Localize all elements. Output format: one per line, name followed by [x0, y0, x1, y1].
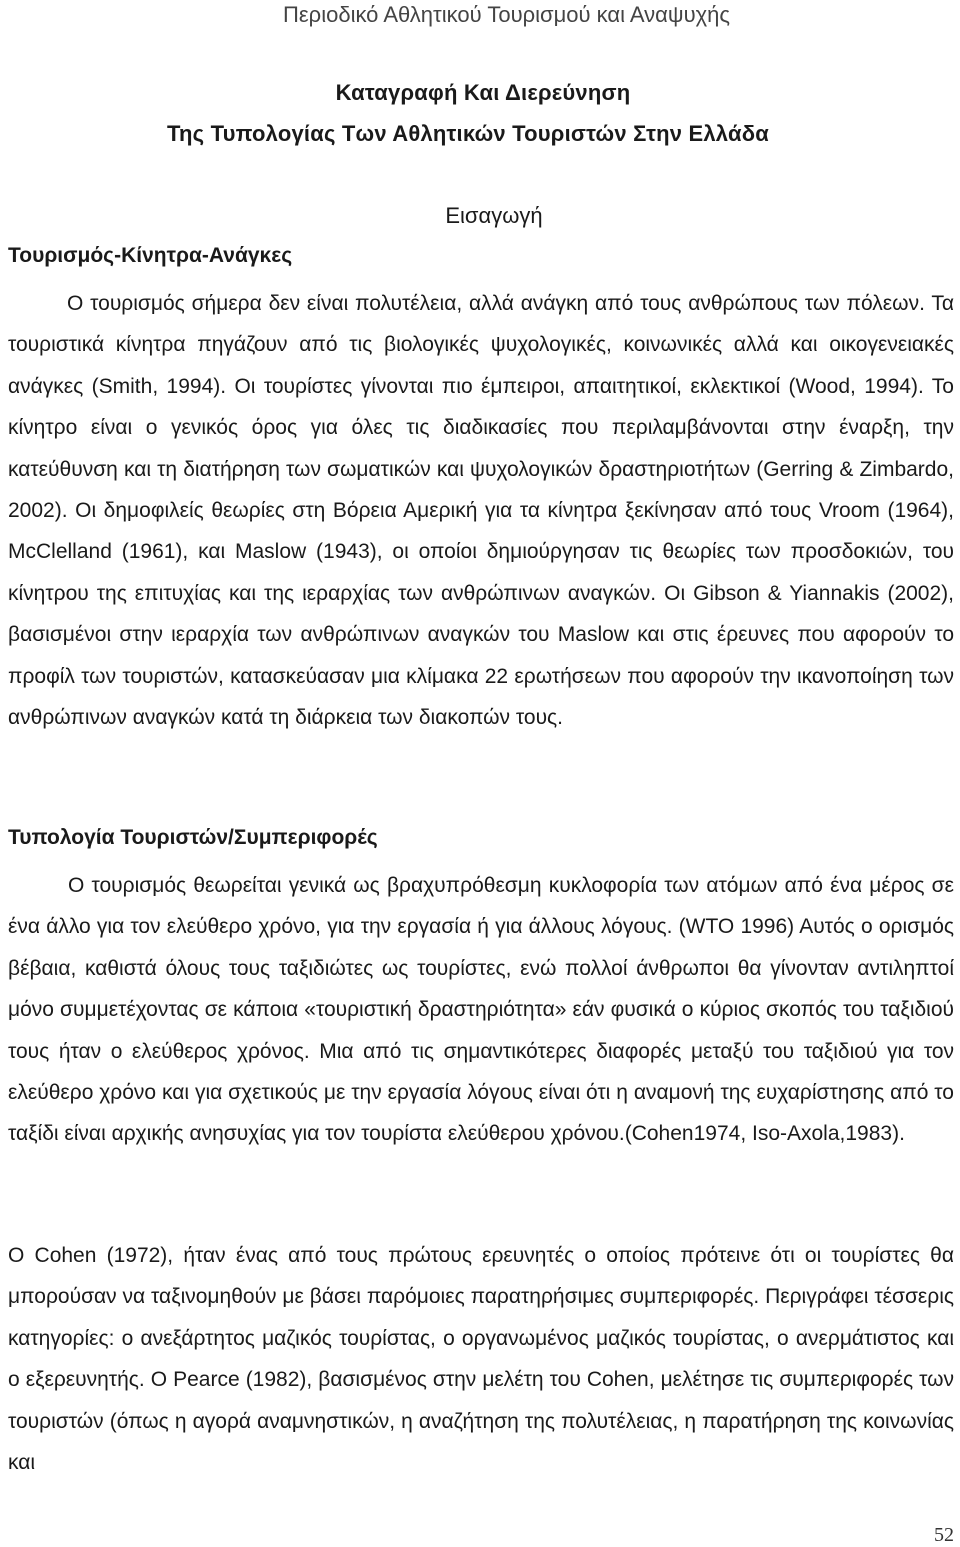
subheading-tourist-typology: Τυπολογία Τουριστών/Συμπεριφορές	[8, 826, 378, 849]
paragraph-motives: Ο τουρισμός σήμερα δεν είναι πολυτέλεια, αλλά ανάγκη από τους ανθρώπους των πόλεων. Τα τουριστικά κίνητρα πηγάζουν από τις βιολογικές ψυχολογικές, κοινωνικές αλλά και οικογενειακές ανάγκες (Smith, 1994). Οι τουρίστες γίνονται πιο έμπειροι, απαιτητικοί, εκλεκτικοί (Wood, 1994). Το κίνητρο είναι ο γενικός όρος για όλες τις διαδικασίες που περιλαμβάνονται στην έναρξη, την κατεύθυνση και τη διατήρηση των σωματικών και ψυχολογικών δραστηριοτήτων (Gerring & Zimbardo, 2002). Οι δημοφιλείς θεωρίες στη Βόρεια Αμερική για τα κίνητρα ξεκίνησαν από τους Vroom (1964), McClelland (1961), και Maslow (1943), οι οποίοι δημιούργησαν τις θεωρίες των προσδοκιών, του κίνητρου της επιτυχίας και της ιεραρχίας των ανθρώπινων αναγκών. Οι Gibson & Yiannakis (2002), βασισμένοι στην ιεραρχία των ανθρώπινων αναγκών του Maslow και στις έρευνες που αφορούν το προφίλ των τουριστών, κατασκεύασαν μια κλίμακα 22 ερωτήσεων που αφορούν την ικανοποίηση των ανθρώπινων αναγκών κατά τη διάρκεια των διακοπών τους.	[8, 292, 954, 730]
running-header: Περιοδικό Αθλητικού Τουρισμού και Αναψυχής	[282, 2, 730, 27]
section-title-introduction: Εισαγωγή	[445, 203, 543, 228]
paragraph-cohen-typology: Ο Cohen (1972), ήταν ένας από τους πρώτους ερευνητές ο οποίος πρότεινε ότι οι τουρίστες θα μπορούσαν να ταξινομηθούν με βάσει παρόμοιες παρατηρήσιμες συμπεριφορές. Περιγράφει τέσσερις κατηγορίες: ο ανεξάρτητος μαζικός τουρίστας, ο οργανωμένος μαζικός τουρίστας, ο ανερμάτιστος και ο εξερευνητής. Ο Pearce (1982), βασισμένος στην μελέτη του Cohen, μελέτησε τις συμπεριφορές των τουριστών (όπως η αγορά αναμνηστικών, η αναζήτηση της πολυτέλειας, η παρατήρηση της κοινωνίας και	[8, 1244, 954, 1475]
subheading-tourism-motives-needs: Τουρισμός-Κίνητρα-Ανάγκες	[8, 244, 293, 267]
page-number: 52	[934, 1524, 954, 1546]
article-title-line-1: Καταγραφή Και Διερεύνηση	[335, 80, 631, 105]
paragraph-tourism-definition: Ο τουρισμός θεωρείται γενικά ως βραχυπρόθεσμη κυκλοφορία των ατόμων από ένα μέρος σε ένα άλλο για τον ελεύθερο χρόνο, για την εργασία ή για άλλους λόγους. (WTO 1996) Αυτός ο ορισμός βέβαια, καθιστά όλους τους ταξιδιώτες ως τουρίστες, ενώ πολλοί άνθρωποι θα γίνονταν αντιληπτοί μόνο συμμετέχοντας σε κάποια «τουριστική δραστηριότητα» εάν φυσικά ο κύριος σκοπός του ταξιδιού τους ήταν ο ελεύθερος χρόνος. Μια από τις σημαντικότερες διαφορές μεταξύ του ταξιδιού για τον ελεύθερο χρόνο και για σχετικούς με την εργασία λόγους είναι ότι η αναμονή της ευχαρίστησης από το ταξίδι είναι αρχικής ανησυχίας για τον τουρίστα ελεύθερου χρόνου.(Cohen1974, Iso-Axola,1983).	[8, 874, 954, 1146]
article-title-line-2: Της Τυπολογίας Των Αθλητικών Τουριστών Στην Ελλάδα	[167, 121, 769, 146]
